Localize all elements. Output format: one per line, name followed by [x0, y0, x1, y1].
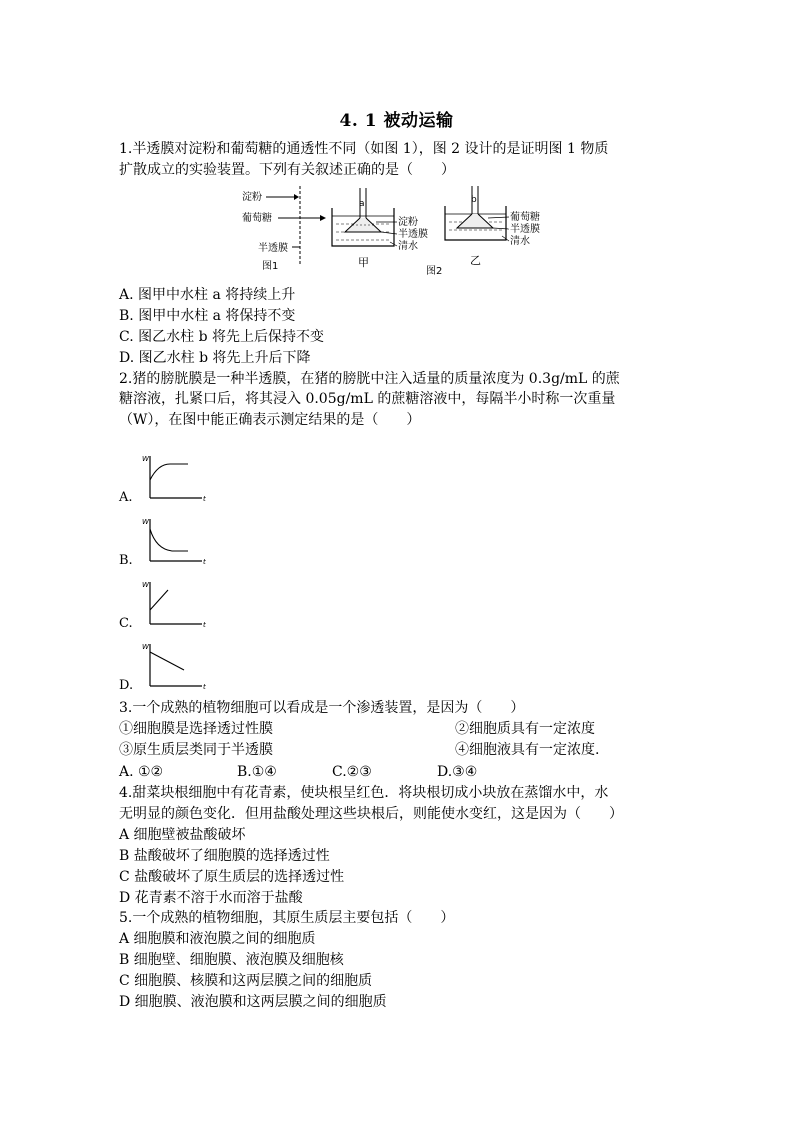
graph-b-axis-t: t: [203, 558, 206, 565]
q3-item-4: ④细胞液具有一定浓度.: [455, 742, 600, 758]
graph-a-curve: [150, 464, 188, 480]
graph-b-curve: [150, 529, 188, 551]
q5-option-a: A 细胞膜和液泡膜之间的细胞质: [119, 931, 316, 947]
tube-b-label: b: [471, 195, 477, 205]
q2-stem-line-1: 2.猪的膀胱膜是一种半透膜，在猪的膀胱中注入适量的质量浓度为 0.3g/mL 的蔗: [119, 371, 620, 387]
q4-option-b: B 盐酸破坏了细胞膜的选择透过性: [119, 848, 330, 864]
q1-figure: [240, 184, 560, 284]
q2-option-a-label: A.: [119, 490, 133, 505]
graph-d-axis-t: t: [203, 683, 206, 690]
fig1-label-membrane: 半透膜: [258, 243, 288, 254]
jia-caption: 甲: [358, 256, 369, 269]
q1-option-a: A. 图甲中水柱 a 将持续上升: [119, 287, 296, 303]
graph-c-curve: [150, 590, 168, 610]
q2-graph-a: [140, 452, 210, 502]
q3-item-3: ③原生质层类同于半透膜: [119, 742, 273, 758]
yi-label-glucose: 葡萄糖: [510, 212, 540, 223]
q5-option-c: C 细胞膜、核膜和这两层膜之间的细胞质: [119, 973, 373, 989]
q1-stem-line-2: 扩散成立的实验装置。下列有关叙述正确的是（ ）: [119, 162, 455, 178]
figure-2-jia: [332, 188, 428, 269]
figure-2-yi: [445, 186, 540, 267]
yi-label-water: 清水: [510, 236, 530, 247]
q3-stem: 3.一个成熟的植物细胞可以看成是一个渗透装置，是因为（ ）: [119, 700, 525, 716]
q4-option-c: C 盐酸破坏了原生质层的选择透过性: [119, 869, 345, 885]
fig1-caption: 图1: [262, 261, 279, 272]
q2-option-b-label: B.: [119, 553, 133, 568]
q5-option-b: B 细胞壁、细胞膜、液泡膜及细胞核: [119, 952, 344, 968]
graph-d-axis-w: W: [142, 643, 149, 651]
q4-stem-line-1: 4.甜菜块根细胞中有花青素，使块根呈红色．将块根切成小块放在蒸馏水中，水: [119, 785, 609, 801]
q2-graph-b: [140, 515, 210, 565]
q3-option-c: C.②③: [332, 764, 372, 780]
tube-a-label: a: [359, 199, 365, 209]
q3-option-b: B.①④: [237, 764, 277, 780]
graph-d-curve: [150, 652, 184, 670]
graph-c-axis-t: t: [203, 621, 206, 628]
q2-option-c-label: C.: [119, 616, 133, 631]
q2-graph-c: [140, 576, 210, 628]
yi-caption: 乙: [470, 254, 481, 267]
q3-option-d: D.③④: [437, 764, 478, 780]
q4-option-d: D 花青素不溶于水而溶于盐酸: [119, 890, 303, 906]
q2-stem-line-2: 糖溶液，扎紧口后，将其浸入 0.05g/mL 的蔗糖溶液中，每隔半小时称一次重量: [119, 391, 616, 407]
fig2-caption: 图2: [426, 266, 443, 277]
q2-option-d-label: D.: [119, 678, 134, 693]
q1-stem-line-1: 1.半透膜对淀粉和葡萄糖的通透性不同（如图 1），图 2 设计的是证明图 1 物质: [119, 141, 609, 157]
q3-option-a: A. ①②: [119, 764, 164, 780]
q3-item-1: ①细胞膜是选择透过性膜: [119, 721, 273, 737]
jia-label-membrane: 半透膜: [398, 229, 428, 240]
q2-graph-d: [140, 638, 210, 690]
q1-option-b: B. 图甲中水柱 a 将保持不变: [119, 308, 296, 324]
fig1-label-glucose: 葡萄糖: [242, 213, 272, 224]
q5-option-d: D 细胞膜、液泡膜和这两层膜之间的细胞质: [119, 994, 387, 1010]
q5-stem: 5.一个成熟的植物细胞，其原生质层主要包括（ ）: [119, 910, 455, 926]
q1-option-d: D. 图乙水柱 b 将先上升后下降: [119, 350, 311, 366]
graph-b-axis-w: W: [142, 518, 149, 526]
page-title: 4. 1 被动运输: [339, 111, 454, 131]
fig1-label-starch: 淀粉: [242, 192, 262, 203]
jia-label-water: 清水: [398, 241, 418, 252]
q3-item-2: ②细胞质具有一定浓度: [455, 721, 595, 737]
graph-a-axis-t: t: [203, 495, 206, 502]
graph-a-axis-w: W: [142, 455, 149, 463]
q1-option-c: C. 图乙水柱 b 将先上后保持不变: [119, 329, 324, 345]
q4-stem-line-2: 无明显的颜色变化．但用盐酸处理这些块根后，则能使水变红，这是因为（ ）: [119, 806, 623, 822]
jia-label-starch: 淀粉: [398, 217, 418, 228]
graph-c-axis-w: W: [142, 581, 149, 589]
yi-label-membrane: 半透膜: [510, 224, 540, 235]
q4-option-a: A 细胞壁被盐酸破坏: [119, 827, 246, 843]
figure-1: [242, 186, 326, 272]
q2-stem-line-3: （W），在图中能正确表示测定结果的是（ ）: [119, 412, 421, 428]
